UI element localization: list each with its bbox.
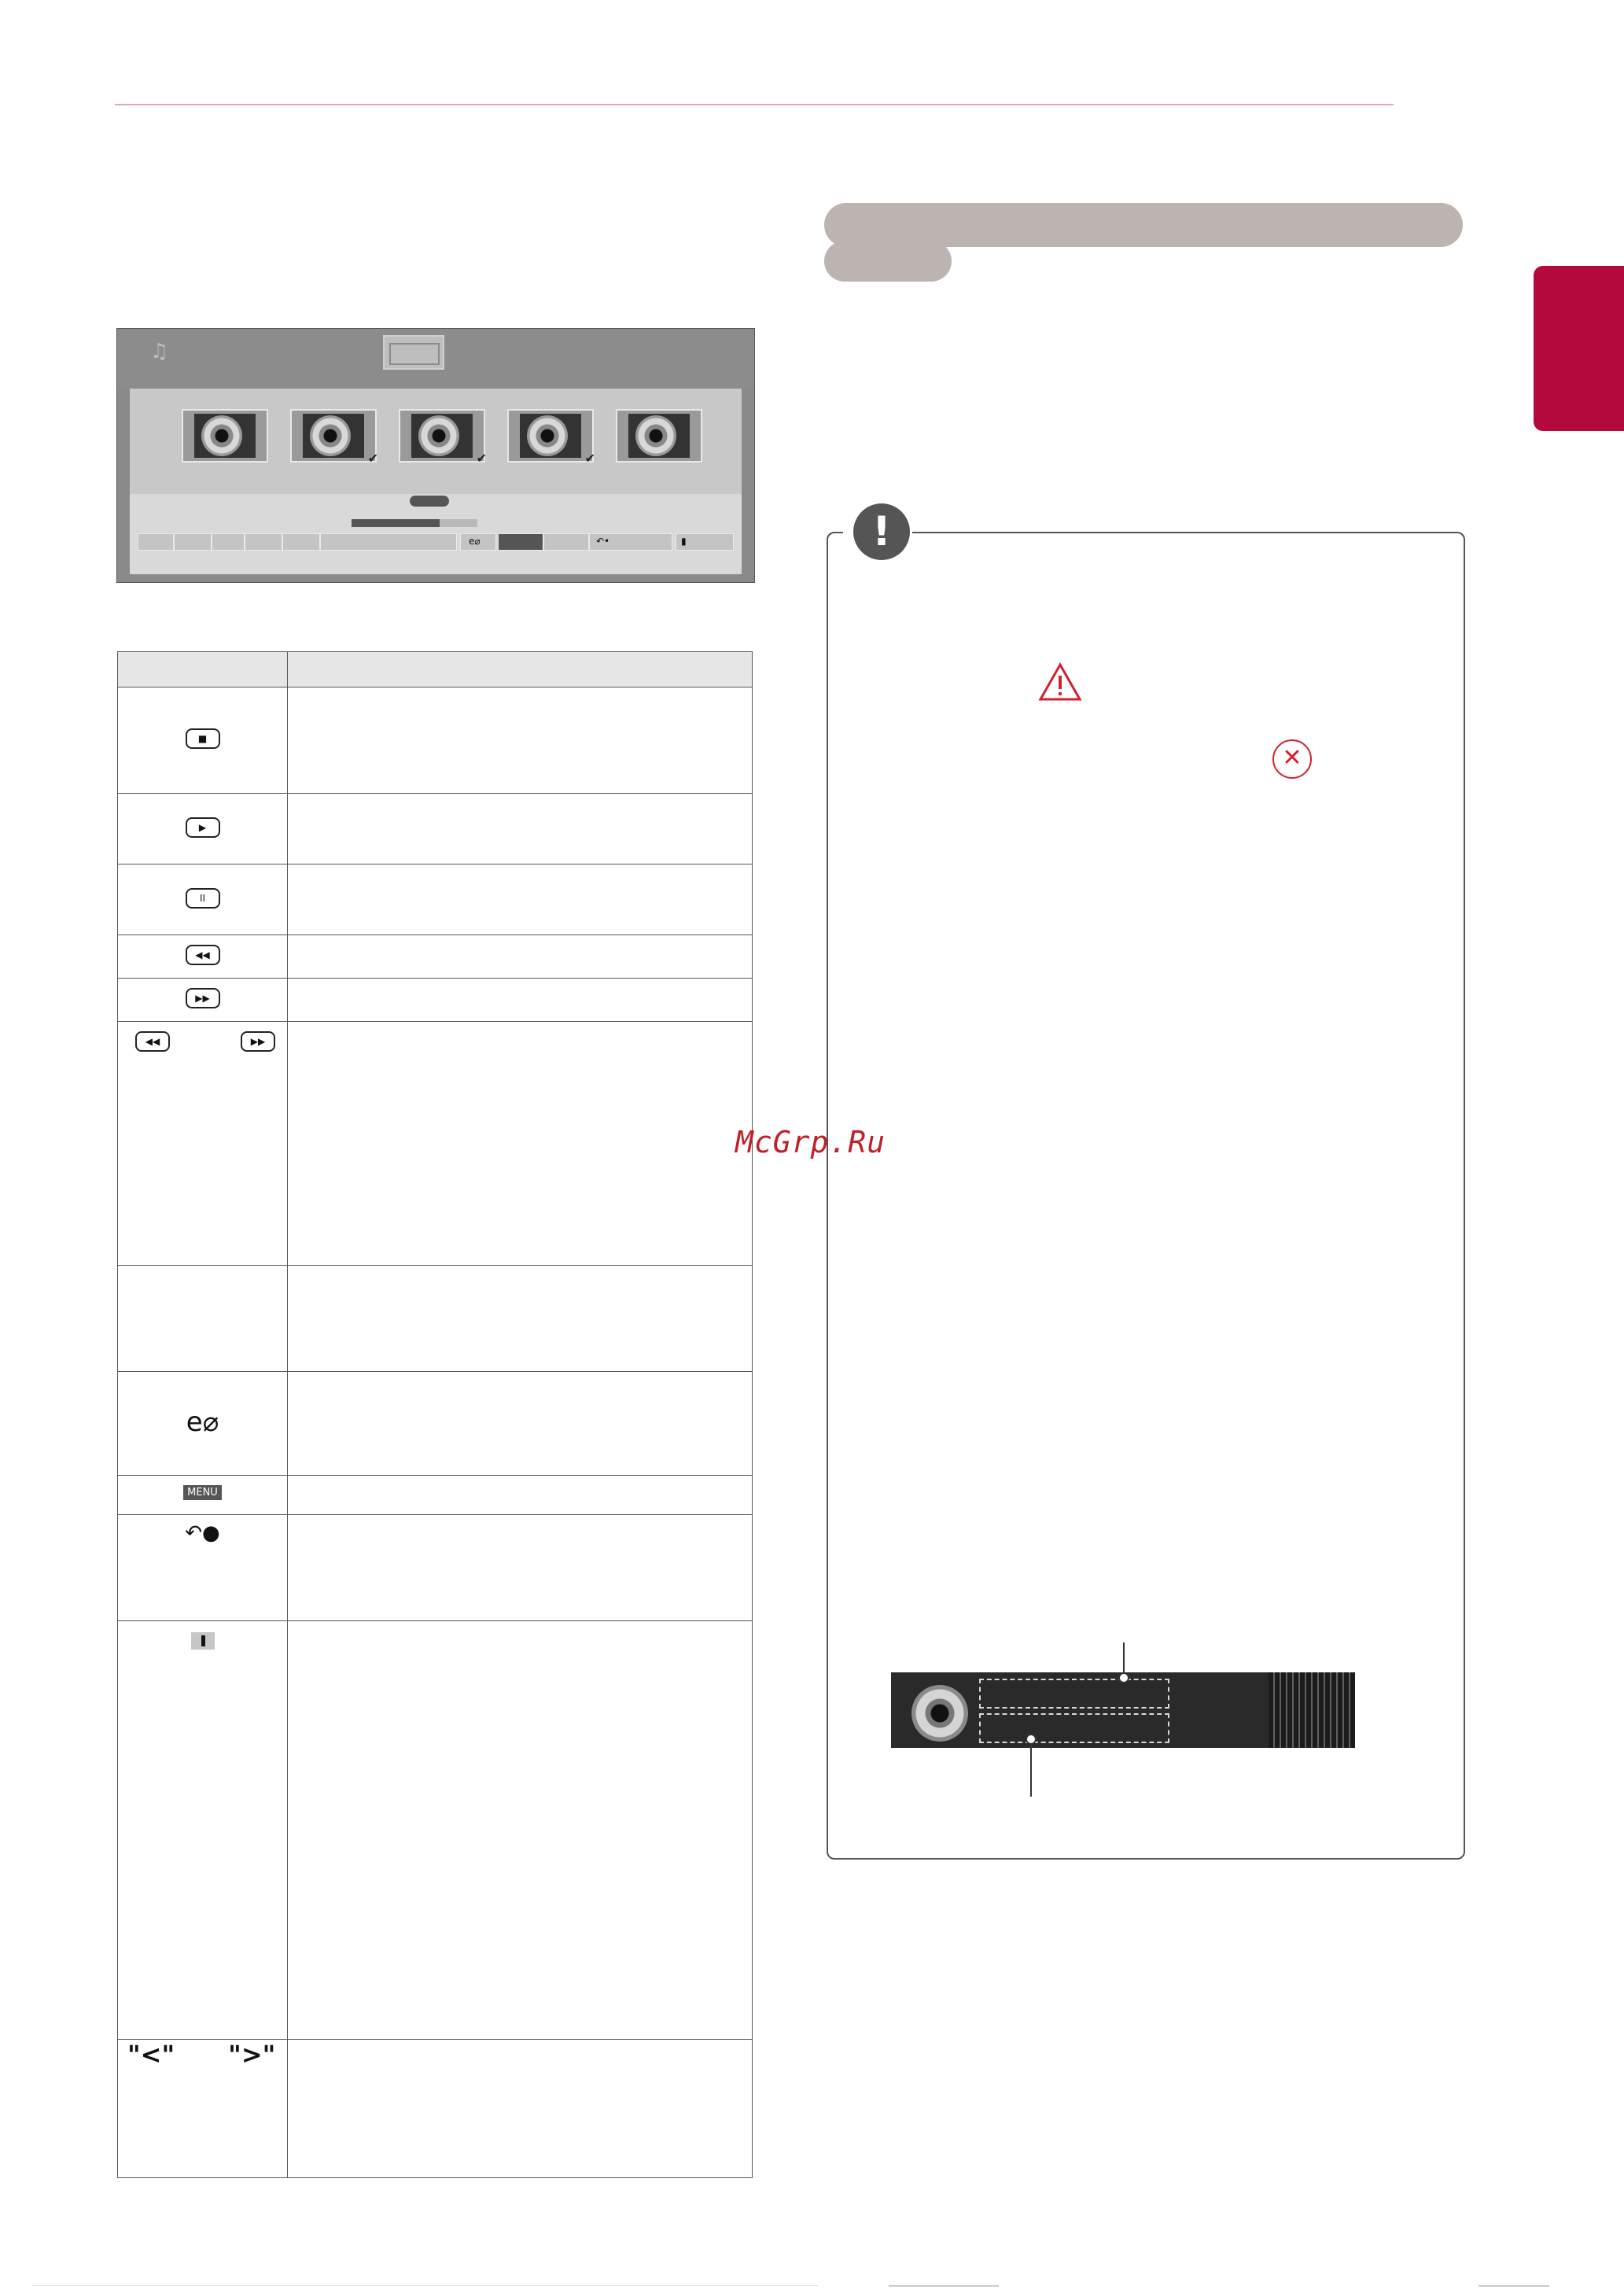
header-button-column xyxy=(118,652,288,688)
artist-field xyxy=(979,1713,1169,1743)
eco-icon: e⌀ xyxy=(186,1406,219,1438)
back-icon: ↶● xyxy=(185,1521,220,1545)
note-header-rule xyxy=(912,532,1166,533)
callout-dot-bottom xyxy=(1026,1734,1037,1745)
table-row xyxy=(118,864,753,935)
control-button[interactable] xyxy=(245,533,282,551)
play-key: ▶ xyxy=(186,817,220,838)
table-row xyxy=(118,1515,753,1621)
disc-icon xyxy=(310,415,351,456)
check-icon: ✔ xyxy=(476,451,487,466)
control-button[interactable] xyxy=(320,533,457,551)
footer-mark xyxy=(889,2285,999,2287)
music-thumbnail[interactable] xyxy=(616,409,702,463)
table-row xyxy=(118,1372,753,1476)
folder-icon xyxy=(383,335,444,370)
control-strip xyxy=(138,533,735,551)
exit-button[interactable] xyxy=(676,533,734,551)
menu-key: MENU xyxy=(183,1485,222,1500)
music-list-screen xyxy=(116,328,755,583)
table-row xyxy=(118,979,753,1022)
progress-fill xyxy=(352,519,440,527)
music-thumbnail[interactable] xyxy=(182,409,268,463)
control-button[interactable] xyxy=(138,533,174,551)
music-thumbnail[interactable] xyxy=(290,409,378,466)
disc-icon xyxy=(911,1685,968,1742)
table-row xyxy=(118,1266,753,1372)
left-quote-key: "<" xyxy=(127,2040,175,2070)
playback-progress-bar[interactable] xyxy=(352,519,477,527)
eco-button[interactable] xyxy=(460,533,496,551)
back-button[interactable] xyxy=(589,533,672,551)
language-tab xyxy=(1534,266,1624,431)
block-icon xyxy=(191,1632,215,1650)
stop-key: ■ xyxy=(186,728,220,749)
check-icon: ✔ xyxy=(367,451,378,466)
pause-key: II xyxy=(186,888,220,909)
right-quote-key: ">" xyxy=(228,2040,276,2070)
table-row xyxy=(118,2040,753,2178)
disc-icon xyxy=(635,415,676,456)
music-thumbnail[interactable] xyxy=(399,409,487,466)
control-button[interactable] xyxy=(212,533,245,551)
footer-rule xyxy=(31,2285,818,2286)
music-note-icon: ♫ xyxy=(150,340,169,363)
disc-icon xyxy=(418,415,459,456)
menu-button[interactable] xyxy=(498,533,543,551)
block-icon: ▮ xyxy=(681,536,687,547)
back-icon: ↶• xyxy=(596,536,610,547)
table-row xyxy=(118,794,753,864)
control-button[interactable] xyxy=(174,533,212,551)
rewind-key: ◀◀ xyxy=(135,1031,170,1052)
button-description-table xyxy=(117,651,753,2178)
music-info-bar xyxy=(891,1672,1355,1748)
table-header-row xyxy=(118,652,753,688)
fast-forward-key: ▶▶ xyxy=(186,988,220,1008)
footer-mark xyxy=(1479,2285,1549,2287)
callout-leader-top xyxy=(1123,1642,1125,1672)
music-thumbnail[interactable] xyxy=(507,409,595,466)
disc-icon xyxy=(201,415,242,456)
fast-forward-key: ▶▶ xyxy=(241,1031,275,1052)
exclamation-icon: ! xyxy=(853,503,910,560)
disc-icon xyxy=(527,415,568,456)
spectrum-visualizer xyxy=(1269,1672,1355,1748)
table-row xyxy=(118,935,753,979)
watermark: McGrp.Ru xyxy=(735,1125,886,1159)
header-description-column xyxy=(288,652,753,688)
warning-triangle-icon xyxy=(1038,662,1082,702)
rewind-key: ◀◀ xyxy=(186,945,220,965)
table-row xyxy=(118,688,753,794)
note-box xyxy=(827,532,1465,1860)
control-button[interactable] xyxy=(543,533,589,551)
title-field xyxy=(979,1679,1169,1709)
callout-leader-bottom xyxy=(1030,1742,1032,1797)
status-pill xyxy=(410,496,449,507)
control-button[interactable] xyxy=(282,533,320,551)
table-row xyxy=(118,1476,753,1515)
section-heading-bar-continued xyxy=(824,241,952,282)
eco-icon: e⌀ xyxy=(469,536,481,547)
table-row xyxy=(118,1621,753,2040)
check-icon: ✔ xyxy=(584,451,595,466)
x-circle-icon: ✕ xyxy=(1272,739,1312,779)
table-row xyxy=(118,1022,753,1266)
callout-dot-top xyxy=(1118,1672,1129,1683)
top-rule xyxy=(115,104,1394,105)
